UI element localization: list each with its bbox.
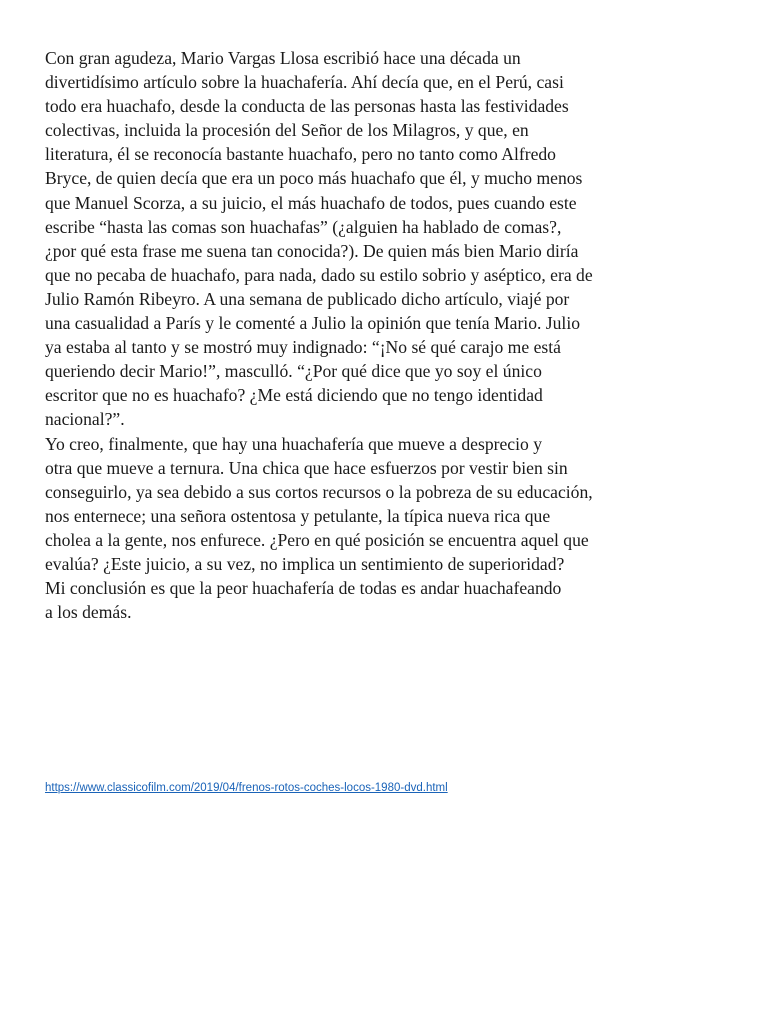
text-line: Con gran agudeza, Mario Vargas Llosa escribió hace una década un (45, 48, 521, 68)
text-line: evalúa? ¿Este juicio, a su vez, no implica un sentimiento de superioridad? (45, 553, 565, 574)
text-line: que no pecaba de huachafo, para nada, dado su estilo sobrio y aséptico, era de (45, 264, 593, 285)
text-line: que Manuel Scorza, a su juicio, el más huachafo de todos, pues cuando este (45, 192, 577, 213)
text-line: Yo creo, finalmente, que hay una huachafería que mueve a desprecio y (45, 433, 542, 454)
text-line: nacional?”. (45, 409, 125, 430)
text-line: escritor que no es huachafo? ¿Me está diciendo que no tengo identidad (45, 385, 543, 406)
text-line: colectivas, incluida la procesión del Señor de los Milagros, y que, en (45, 120, 529, 141)
text-line: Bryce, de quien decía que era un poco más huachafo que él, y mucho menos (45, 168, 583, 189)
text-line: todo era huachafo, desde la conducta de las personas hasta las festividades (45, 96, 569, 117)
text-line: Mi conclusión es que la peor huachafería de todas es andar huachafeando (45, 578, 562, 599)
text-line: otra que mueve a ternura. Una chica que hace esfuerzos por vestir bien sin (45, 457, 568, 478)
text-line: literatura, él se reconocía bastante huachafo, pero no tanto como Alfredo (45, 144, 556, 165)
body-text (45, 46, 655, 624)
text-line: a los demás. (45, 602, 132, 623)
text-line: ¿por qué esta frase me suena tan conocida?). De quien más bien Mario diría (45, 240, 579, 261)
text-line: divertidísimo artículo sobre la huachafería. Ahí decía que, en el Perú, casi (45, 72, 564, 93)
text-line: cholea a la gente, nos enfurece. ¿Pero en qué posición se encuentra aquel que (45, 529, 589, 550)
text-line: una casualidad a París y le comenté a Julio la opinión que tenía Mario. Julio (45, 313, 581, 334)
text-line: queriendo decir Mario!”, masculló. “¿Por qué dice que yo soy el único (45, 361, 542, 382)
text-line: ya estaba al tanto y se mostró muy indignado: “¡No sé qué carajo me está (45, 337, 561, 358)
text-line: Julio Ramón Ribeyro. A una semana de publicado dicho artículo, viajé por (45, 288, 570, 309)
source-link[interactable]: https://www.classicofilm.com/2019/04/frenos-rotos-coches-locos-1980-dvd.html (45, 782, 448, 794)
text-line: escribe “hasta las comas son huachafas” (¿alguien ha hablado de comas?, (45, 216, 562, 237)
text-line: nos enternece; una señora ostentosa y petulante, la típica nueva rica que (45, 505, 551, 526)
text-line: conseguirlo, ya sea debido a sus cortos recursos o la pobreza de su educación, (45, 481, 593, 502)
